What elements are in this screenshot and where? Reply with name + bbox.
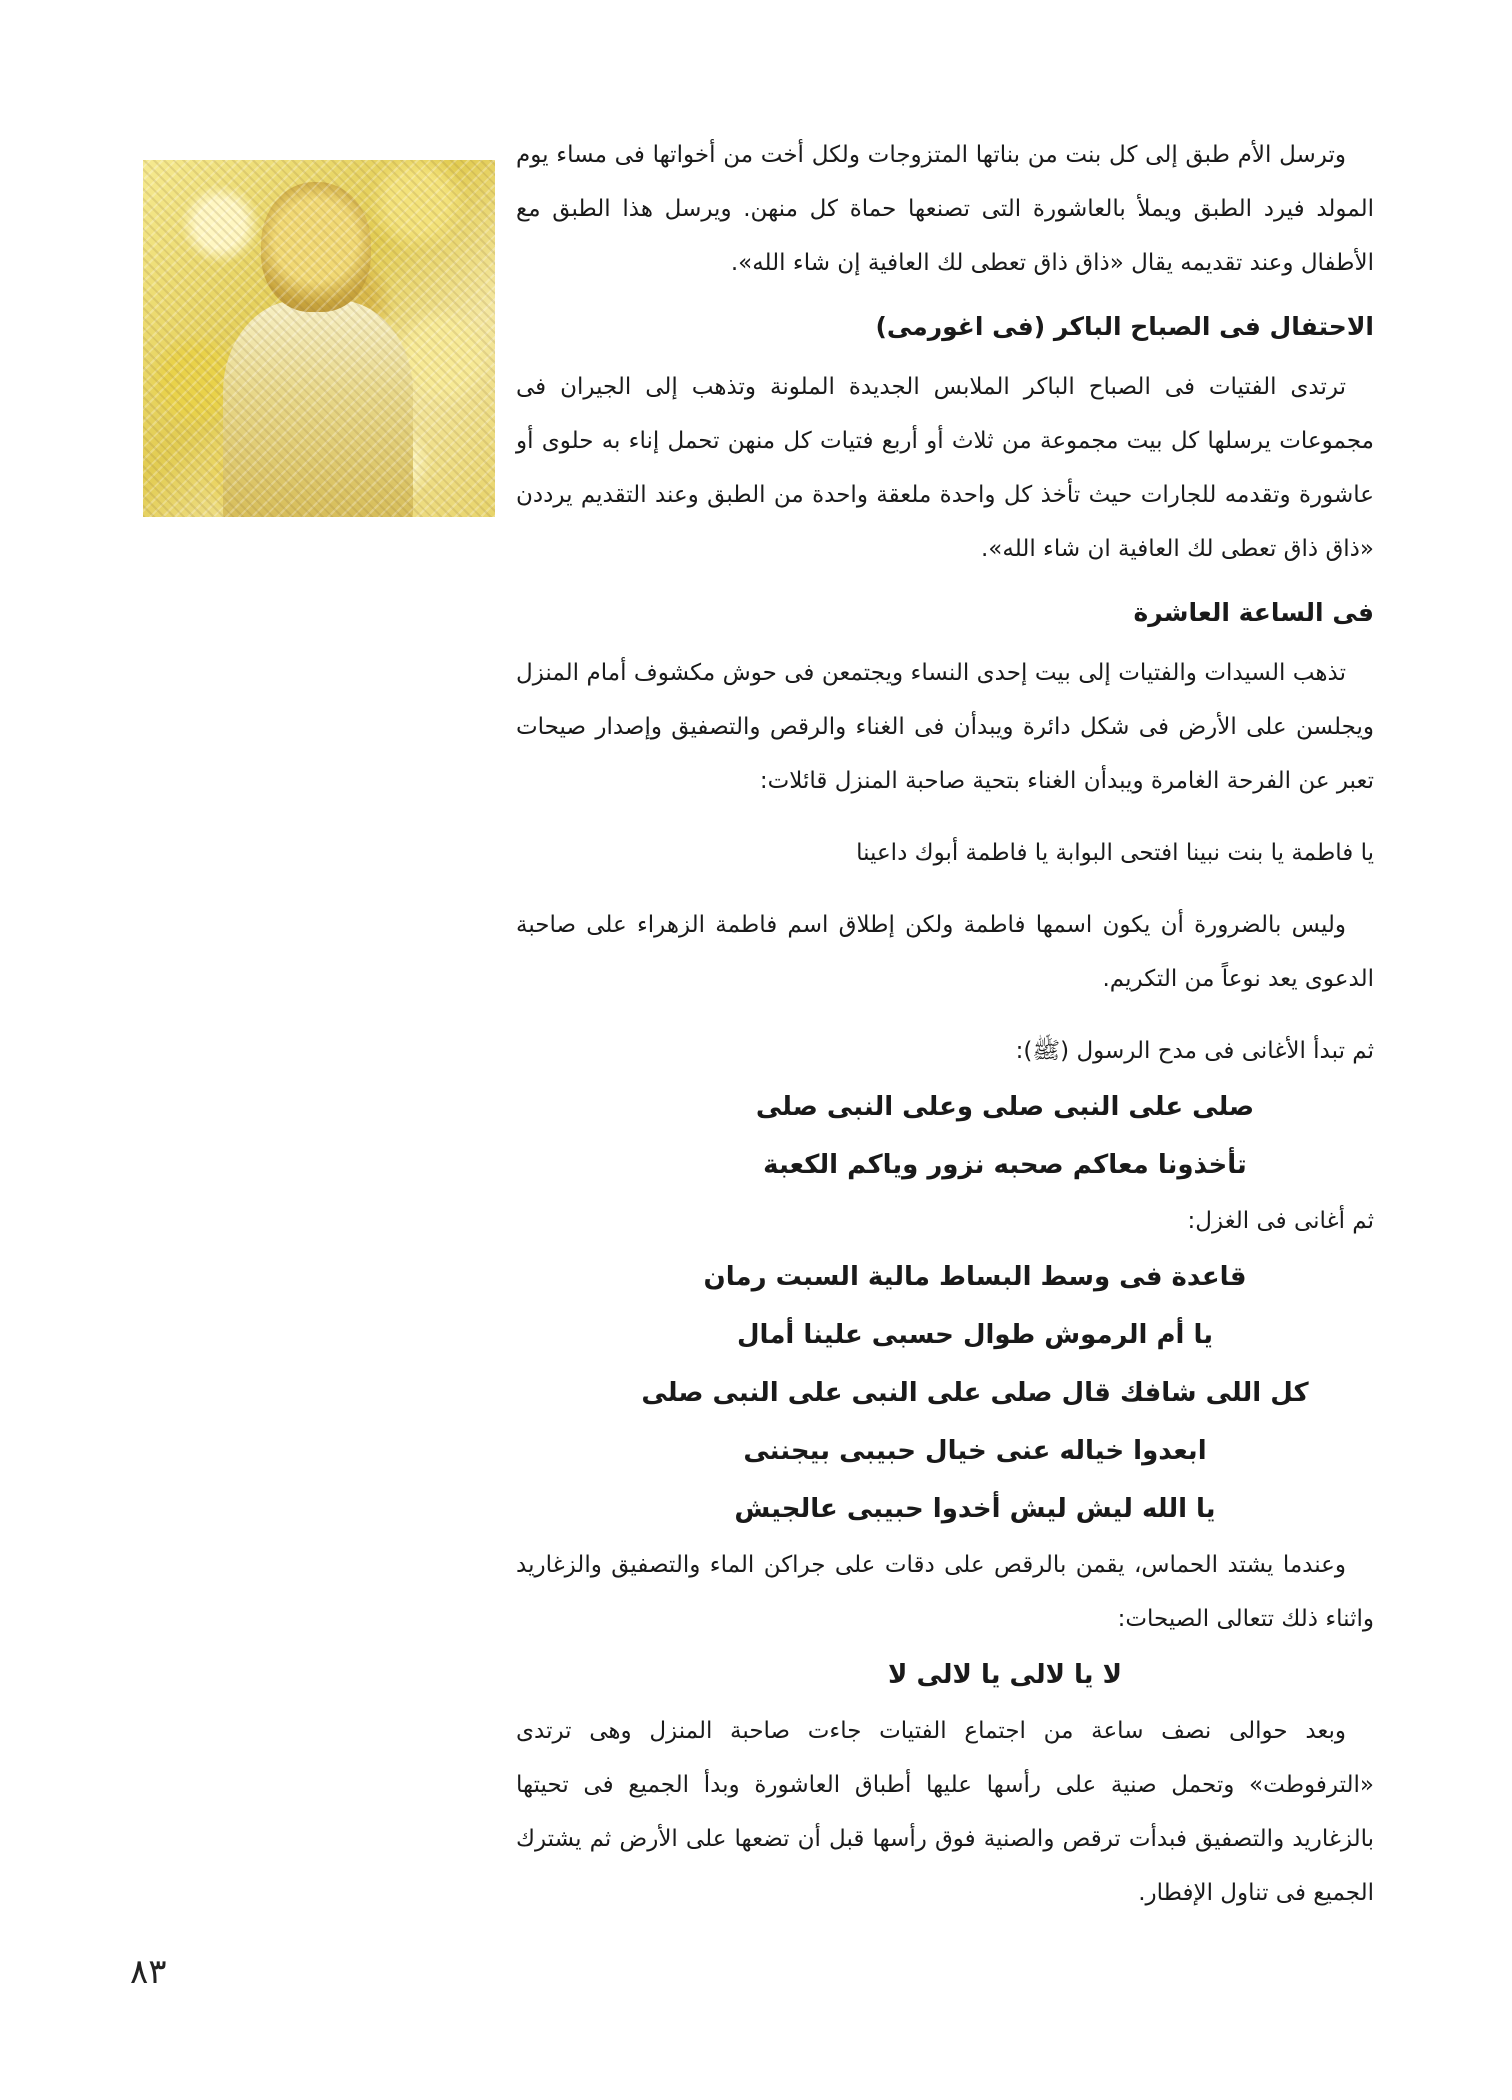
paragraph-enthusiasm: وعندما يشتد الحماس، يقمن بالرقص على دقات على جراكن الماء والتصفيق والزغاريد واثناء ذلك تتعالى الصيحات: — [516, 1552, 1374, 1632]
love-verse-line: يا أم الرموش طوال حسبى علينا أمال — [737, 1320, 1213, 1350]
portrait-photo — [143, 160, 495, 517]
love-verse-split-line — [576, 1248, 1374, 1306]
article-body — [516, 128, 1374, 1920]
paragraph-early-morning: ترتدى الفتيات فى الصباح الباكر الملابس الجديدة الملونة وتذهب إلى الجيران فى مجموعات يرسلها كل بيت مجموعة من ثلاث أو أربع فتيات كل منهن تحمل إناء به حلوى أو عاشورة وتقدمه للجارات حيث تأخذ كل واحدة ملعقة واحدة من الطبق وعند التقديم يرددن «ذاق ذاق تعطى لك العافية ان شاء الله». — [516, 374, 1374, 562]
love-verses — [516, 1248, 1374, 1538]
paragraph-love-songs-intro: ثم أغانى فى الغزل: — [1187, 1208, 1374, 1234]
love-verse-line: كل اللى شافك قال صلى على النبى على النبى صلى — [641, 1378, 1309, 1408]
paragraph-gathering: تذهب السيدات والفتيات إلى بيت إحدى النساء ويجتمعن فى حوش مكشوف أمام المنزل ويجلسن على الأرض فى شكل دائرة ويبدأن فى الغناء والرقص والتصفيق وإصدار صيحات تعبر عن الفرحة الغامرة ويبدأن الغناء بتحية صاحبة المنزل قائلات: — [516, 660, 1374, 794]
paragraph-praise-intro: ثم تبدأ الأغانى فى مدح الرسول (ﷺ): — [1015, 1038, 1374, 1064]
page-number: ٨٣ — [130, 1952, 167, 1992]
love-verse-hemistich: قاعدة فى وسط البساط — [938, 1262, 1247, 1292]
photo-texture — [143, 160, 495, 517]
love-verse-hemistich: مالية السبت رمان — [703, 1262, 930, 1292]
chant-line: لا يا لالى يا لالى لا — [888, 1660, 1122, 1690]
love-verse-line: ابعدوا خياله عنى خيال حبيبى بيجننى — [743, 1436, 1207, 1466]
paragraph-fatima-name: وليس بالضرورة أن يكون اسمها فاطمة ولكن إطلاق اسم فاطمة الزهراء على صاحبة الدعوى يعد نوعاً من التكريم. — [516, 912, 1374, 992]
heading-early-morning: الاحتفال فى الصباح الباكر (فى اغورمى) — [875, 312, 1374, 341]
heading-ten-oclock: فى الساعة العاشرة — [1133, 598, 1374, 627]
chant-verse — [516, 1646, 1374, 1704]
praise-verse-line: صلى على النبى صلى وعلى النبى صلى — [755, 1092, 1255, 1122]
love-verse-line: يا الله ليش ليش أخدوا حبيبى عالجيش — [734, 1494, 1216, 1524]
praise-verses — [516, 1078, 1374, 1194]
greeting-verse: يا فاطمة يا بنت نبينا افتحى البوابة يا فاطمة أبوك داعينا — [856, 840, 1374, 866]
paragraph-host-arrives: وبعد حوالى نصف ساعة من اجتماع الفتيات جاءت صاحبة المنزل وهى ترتدى «الترفوطت» وتحمل صنية على رأسها عليها أطباق العاشورة وبدأ الجميع فى تحيتها بالزغاريد والتصفيق فبدأت ترقص والصنية فوق رأسها قبل أن تضعها على الأرض ثم يشترك الجميع فى تناول الإفطار. — [516, 1718, 1374, 1906]
paragraph-mawlid-plate: وترسل الأم طبق إلى كل بنت من بناتها المتزوجات ولكل أخت من أخواتها فى مساء يوم المولد فيرد الطبق ويملأ بالعاشورة التى تصنعها حماة كل منهن. ويرسل هذا الطبق مع الأطفال وعند تقديمه يقال «ذاق ذاق تعطى لك العافية إن شاء الله». — [516, 142, 1374, 276]
praise-verse-line: تأخذونا معاكم صحبه نزور وياكم الكعبة — [763, 1150, 1247, 1180]
